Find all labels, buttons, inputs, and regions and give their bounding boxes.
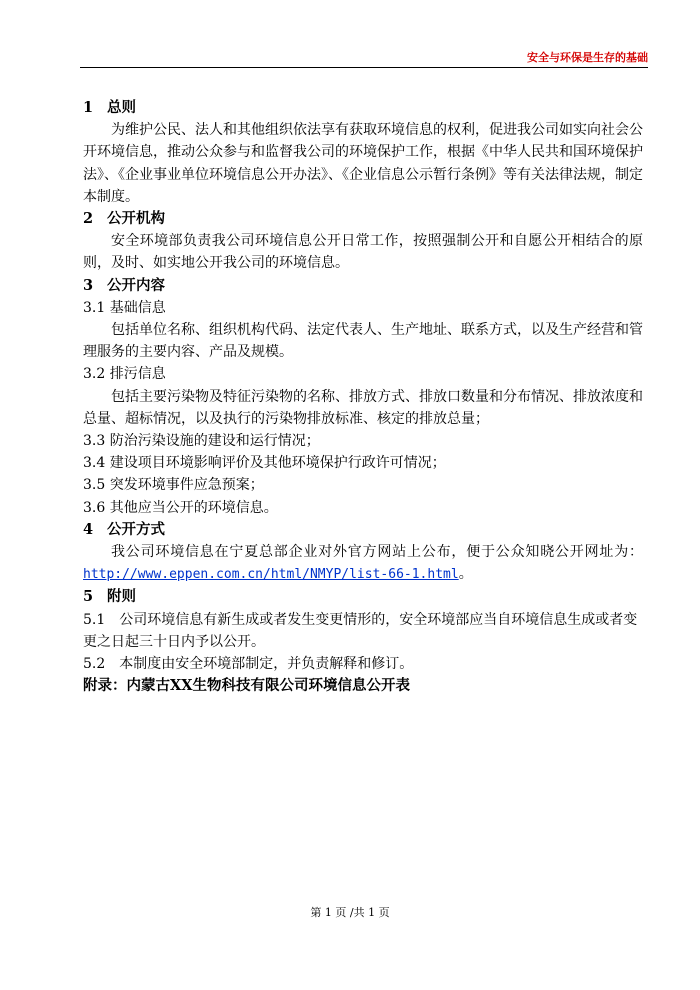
subsection-3-2-title: 3.2 排污信息 <box>83 366 166 383</box>
website-link[interactable]: http://www.eppen.com.cn/html/NMYP/list-66-1.html <box>83 567 459 583</box>
section-title: 总则 <box>107 99 136 116</box>
subsection-3-1-body: 包括单位名称、组织机构代码、法定代表人、生产地址、联系方式，以及生产经营和管理服务的主要内容、产品及规模。 <box>83 322 643 361</box>
section-title: 附则 <box>107 588 136 606</box>
section-title: 公开方式 <box>107 520 165 538</box>
subsection-3-2-body: 包括主要污染物及特征污染物的名称、排放方式、排放口数量和分布情况、排放浓度和总量、超标情况，以及执行的污染物排放标准、核定的排放总量； <box>83 388 643 427</box>
section-2-heading <box>83 208 643 230</box>
subsection-3-6: 3.6 其他应当公开的环境信息。 <box>83 499 278 516</box>
section-number: 2 <box>83 210 94 228</box>
section-number: 1 <box>83 99 94 116</box>
document-body <box>83 97 643 697</box>
subsection-3-5: 3.5 突发环境事件应急预案； <box>83 477 264 494</box>
section-4-text: 我公司环境信息在宁夏总部企业对外官方网站上公布，便于公众知晓公开网址为： <box>111 544 643 561</box>
section-4-end: 。 <box>458 566 473 583</box>
page-number: 第 1 页 /共 1 页 <box>310 906 390 919</box>
section-5-item-2: 5.2 本制度由安全环境部制定，并负责解释和修订。 <box>83 656 414 673</box>
section-5-heading <box>83 586 643 608</box>
section-3-heading <box>83 275 643 297</box>
section-1-body: 为维护公民、法人和其他组织依法享有获取环境信息的权利，促进我公司如实向社会公开环境信息，推动公众参与和监督我公司的环境保护工作，根据《中华人民共和国环境保护法》、《企业事业单位环境信息公开办法》、《企业信息公示暂行条例》等有关法律法规，制定本制度。 <box>83 122 643 205</box>
section-number: 4 <box>83 520 94 538</box>
appendix-title: 附录：内蒙古XX生物科技有限公司环境信息公开表 <box>83 677 410 695</box>
section-title: 公开内容 <box>107 276 165 294</box>
section-2-body: 安全环境部负责我公司环境信息公开日常工作，按照强制公开和自愿公开相结合的原则，及时、如实地公开我公司的环境信息。 <box>83 233 643 272</box>
subsection-3-3: 3.3 防治污染设施的建设和运行情况； <box>83 433 320 450</box>
subsection-3-1-title: 3.1 基础信息 <box>83 299 166 316</box>
header-title: 安全与环保是生存的基础 <box>527 51 648 64</box>
section-number: 3 <box>83 276 94 294</box>
subsection-3-4: 3.4 建设项目环境影响评价及其他环境保护行政许可情况； <box>83 455 446 472</box>
section-4-heading <box>83 519 643 541</box>
section-title: 公开机构 <box>107 210 165 228</box>
section-4-body <box>83 541 643 586</box>
section-number: 5 <box>83 588 94 606</box>
section-1-heading <box>83 97 643 119</box>
header-divider <box>80 67 648 68</box>
section-5-item-1: 5.1 公司环境信息有新生成或者发生变更情形的，安全环境部应当自环境信息生成或者变更之日起三十日内予以公开。 <box>83 611 638 650</box>
